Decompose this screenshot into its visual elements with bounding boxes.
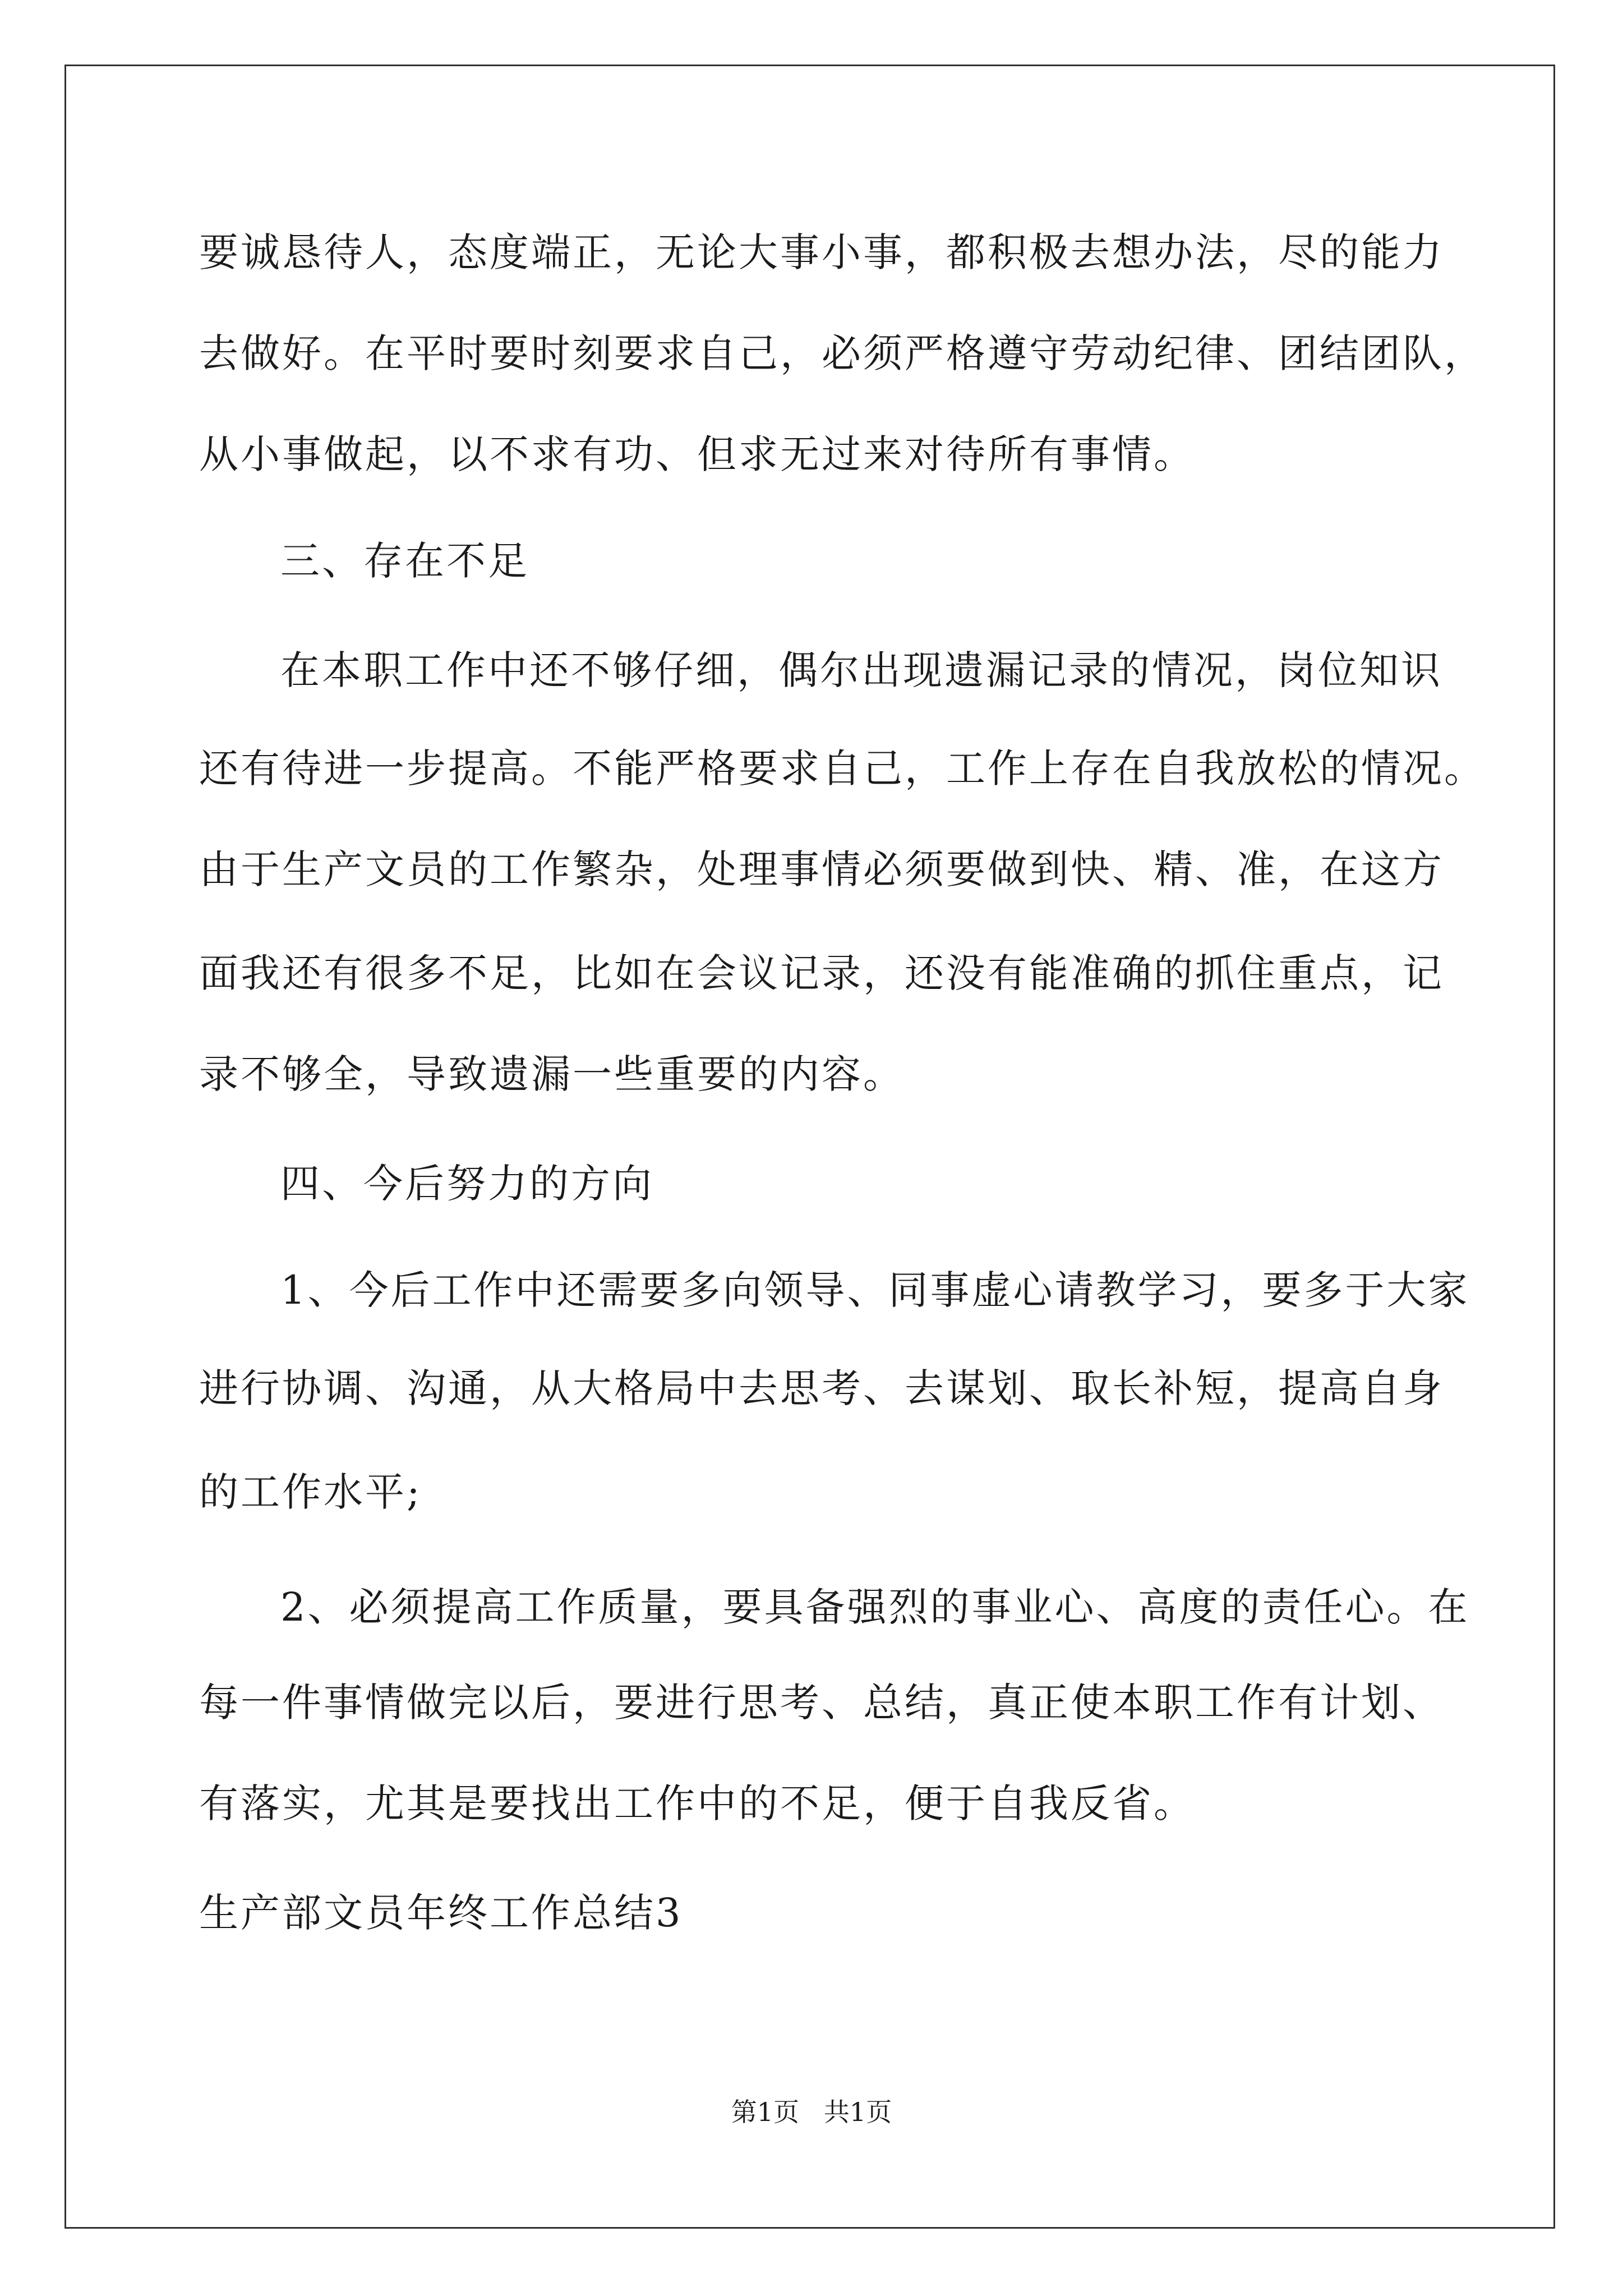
text-line: 还有待进一步提高。不能严格要求自己，工作上存在自我放松的情况。 [199, 746, 1486, 792]
section-heading: 三、存在不足 [280, 538, 529, 584]
text-line: 的工作水平; [199, 1469, 422, 1515]
text-line: 1、今后工作中还需要多向领导、同事虚心请教学习，要多于大家 [280, 1267, 1470, 1313]
text-line: 在本职工作中还不够仔细，偶尔出现遗漏记录的情况，岗位知识 [280, 647, 1442, 693]
text-line: 每一件事情做完以后，要进行思考、总结，真正使本职工作有计划、 [199, 1680, 1444, 1726]
text-line: 由于生产文员的工作繁杂，处理事情必须要做到快、精、准，在这方 [199, 846, 1444, 892]
page-number-footer: 第1页 共1页 [731, 2097, 892, 2127]
text-line: 录不够全，导致遗漏一些重要的内容。 [199, 1051, 905, 1097]
text-line: 有落实，尤其是要找出工作中的不足，便于自我反省。 [199, 1780, 1195, 1826]
text-line: 2、必须提高工作质量，要具备强烈的事业心、高度的责任心。在 [280, 1584, 1470, 1630]
text-line: 进行协调、沟通，从大格局中去思考、去谋划、取长补短，提高自身 [199, 1365, 1444, 1411]
section-heading: 四、今后努力的方向 [280, 1161, 654, 1207]
text-line: 从小事做起，以不求有功、但求无过来对待所有事情。 [199, 431, 1195, 477]
text-line: 面我还有很多不足，比如在会议记录，还没有能准确的抓住重点，记 [199, 950, 1444, 996]
text-line: 要诚恳待人，态度端正，无论大事小事，都积极去想办法，尽的能力 [199, 229, 1444, 275]
text-line: 去做好。在平时要时刻要求自己，必须严格遵守劳动纪律、团结团队， [199, 330, 1486, 376]
document-title: 生产部文员年终工作总结3 [199, 1890, 683, 1936]
